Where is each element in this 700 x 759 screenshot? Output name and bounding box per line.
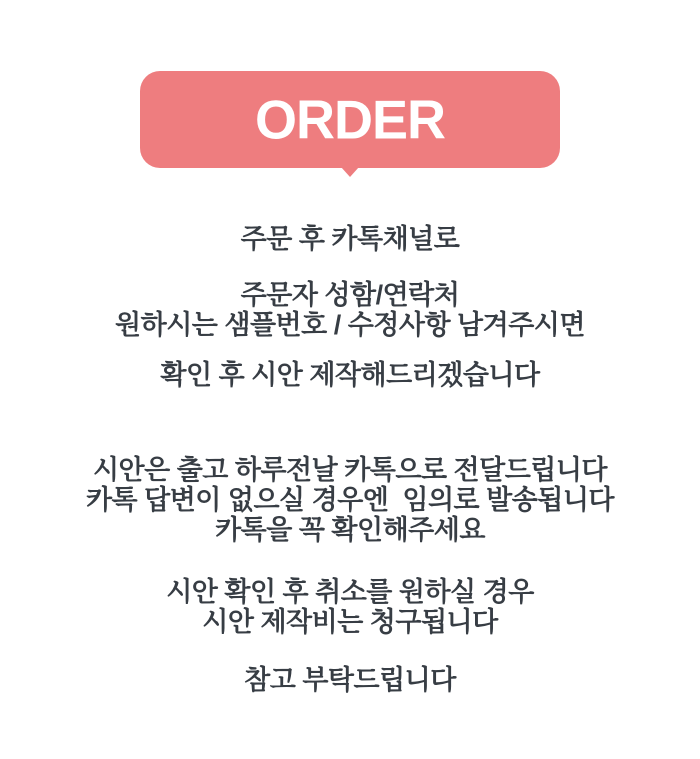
cancellation-line-1: 시안 확인 후 취소를 원하실 경우 (166, 577, 534, 607)
order-header-badge (140, 71, 560, 168)
order-info-line-2: 원하시는 샘플번호 / 수정사항 남겨주시면 (115, 310, 585, 340)
draft-delivery-line-1: 시안은 출고 하루전날 카톡으로 전달드립니다 (92, 455, 608, 485)
closing-note-line: 참고 부탁드립니다 (244, 665, 456, 695)
order-badge-label: ORDER (254, 88, 445, 151)
order-info-line-1: 주문자 성함/연락처 (240, 280, 460, 310)
speech-bubble-pointer-icon (341, 167, 359, 177)
order-method-line: 주문 후 카톡채널로 (240, 224, 460, 254)
draft-delivery-line-3: 카톡을 꼭 확인해주세요 (215, 515, 485, 545)
draft-promise-line: 확인 후 시안 제작해드리겠습니다 (160, 360, 540, 390)
cancellation-line-2: 시안 제작비는 청구됩니다 (202, 607, 498, 637)
draft-delivery-line-2: 카톡 답변이 없으실 경우엔 임의로 발송됩니다 (85, 485, 615, 515)
